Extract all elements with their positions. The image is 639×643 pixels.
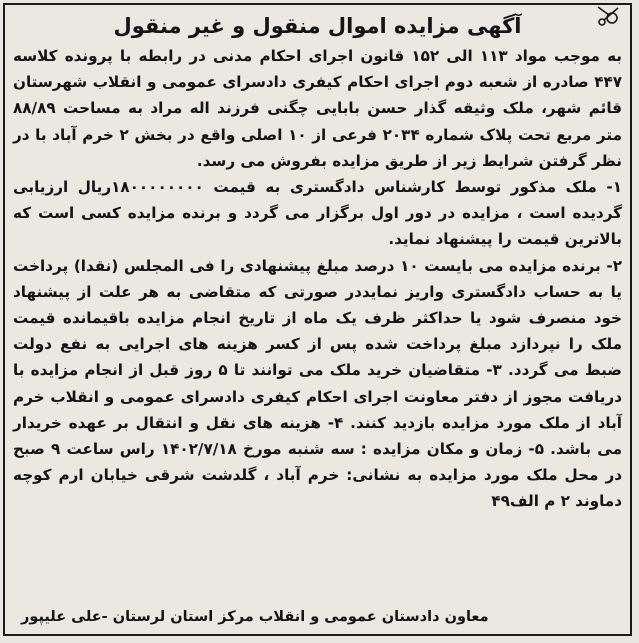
- scissor-icon: [592, 4, 622, 28]
- notice-conditions-2-5: ۲- برنده مزایده می بایست ۱۰ درصد مبلغ پیشنهادی را فی المجلس (نقدا) پرداخت یا به حساب دادگستری واریز نمایددر صورتی که متقاضی به هر علت از پیشنهاد خود منصرف شود یا حداکثر ظرف یک ماه از تاریخ انجام مزایده باقیمانده قیمت ملک را نپردازد مبلغ پرداخت شده پس از کسر هزینه های اجرایی به نفع دولت ضبط می گردد. ۳- متقاضیان خرید ملک می توانند تا ۵ روز قبل از انجام مزایده با دریافت مجوز از دفتر معاونت اجرای احکام کیفری دادسرای عمومی و انقلاب خرم آباد از ملک مورد مزایده بازدید کنند. ۴- هزینه های نقل و انتقال بر عهده خریدار می باشد. ۵- زمان و مکان مزایده : سه شنبه مورخ ۱۴۰۲/۷/۱۸ راس ساعت ۹ صبح در محل ملک مورد مزایده به نشانی: خرم آباد ، گلدشت شرقی خیابان ارم کوچه دماوند ۲ م الف۴۹: [13, 256, 623, 511]
- notice-intro-paragraph: به موجب مواد ۱۱۳ الی ۱۵۲ قانون اجرای احکام مدنی در رابطه با پرونده کلاسه ۴۴۷ صادره از شعبه دوم اجرای احکام کیفری دادسرای عمومی و انقلاب شهرستان قائم شهر، ملک وثیقه گذار حسن بابایی چگنی فرزند اله مراد به مساحت ۸۸/۸۹ متر مربع تحت پلاک شماره ۲۰۳۴ فرعی از ۱۰ اصلی واقع در بخش ۲ خرم آباد با در نظر گرفتن شرایط زیر از طریق مزایده بفروش می رسد.: [13, 47, 622, 170]
- notice-frame: [3, 3, 632, 636]
- notice-condition-1: ۱- ملک مذکور توسط کارشناس دادگستری به قیمت ۱۸۰۰۰۰۰۰۰۰ریال ارزیابی گردیده است ، مزایده در دور اول برگزار می گردد و برنده مزایده کسی است که بالاترین قیمت را پیشنهاد نماید.: [13, 178, 622, 249]
- notice-signature: معاون دادستان عمومی و انقلاب مرکز استان لرستان -علی علیپور: [21, 609, 489, 625]
- notice-title: آگهی مزایده اموال منقول و غیر منقول: [113, 14, 522, 38]
- notice-body: [13, 11, 622, 630]
